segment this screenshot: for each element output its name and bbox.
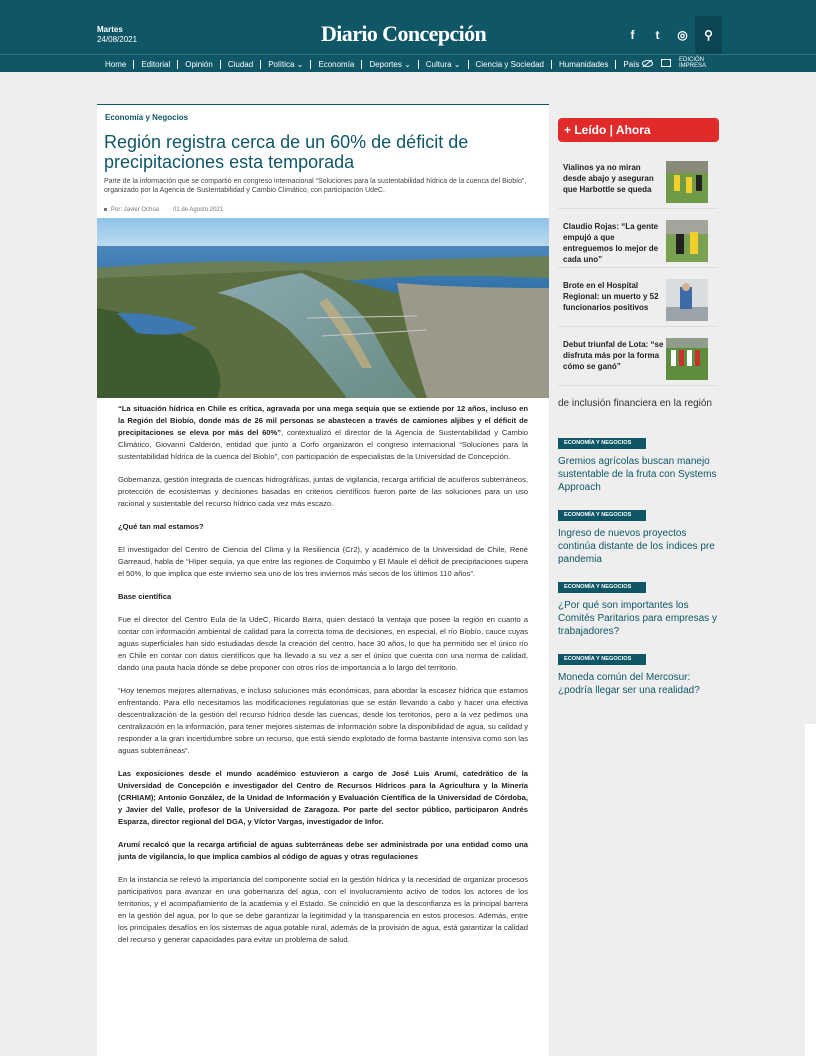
popular-list [558, 150, 718, 386]
news-headline[interactable]: Ingreso de nuevos proyectos continúa distante de los índices pre pandemia [558, 528, 715, 565]
article-paragraph-8: En la instancia se relevó la importancia del componente social en la gestión hídrica y la necesidad de organizar procesos participativos para avanzar en una gobernanza del agua, con el involucramiento activo de todos los actores de los territorios, y el acompañamiento de la academia y el Estado. Se coincidió en que la desconfianza es la principal barrera en la gestión del agua, por lo que se debe garantizar la legitimidad y la transparencia en estos procesos. Además, entre los principales desafíos en los sistemas de agua potable rural, además de la provisión de agua, está garantizar la calidad del recurso y generar capacidades para evitar un problema de salud. [118, 875, 528, 944]
nav-item-deportes[interactable]: Deportes ⌄ [362, 60, 418, 69]
main-nav [0, 54, 816, 72]
article-author: Por: Javier Ochoa [111, 207, 160, 213]
news-item[interactable] [558, 510, 728, 582]
popular-item[interactable] [558, 150, 718, 209]
social-icons [620, 16, 722, 54]
article-title: Región registra cerca de un 60% de déficit de precipitaciones esta temporada [104, 132, 469, 172]
article-quote-lead: “La situación hídrica en Chile es crítica, agravada por una mega sequía que se extiende por 12 años, incluso en la Región del Biobío, donde más de 26 mil personas se abastecen a través de camiones aljibes y el déficit de precipitaciones se eleva por más del 60%” [118, 404, 528, 437]
popular-item-title[interactable]: Vialinos ya no miran desde abajo y aseguran que Harbottle se queda [563, 163, 654, 194]
popular-thumbnail[interactable] [666, 338, 708, 380]
popular-item[interactable] [558, 327, 718, 386]
nav-item-ciencia[interactable]: Ciencia y Sociedad [469, 60, 552, 69]
nav-item-economia[interactable]: Economía [311, 60, 362, 69]
news-item[interactable] [558, 438, 728, 510]
search-icon[interactable]: ⚲ [695, 16, 722, 54]
leido-ahora-header: + Leído | Ahora [558, 118, 719, 142]
article-subtitle: Parte de la información que se compartió en congreso internacional “Soluciones para la sustentabilidad hídrica de la cuenca del Biobío”, organizado por la Agencia de Sustentabilidad y Cambio Climático, con participación UdeC. [104, 178, 527, 194]
popular-thumbnail[interactable] [666, 220, 708, 262]
news-item[interactable] [558, 654, 728, 726]
header-date-value: 24/08/2021 [97, 35, 138, 44]
twitter-icon[interactable]: t [655, 28, 660, 42]
nav-item-humanidades[interactable]: Humanidades [552, 60, 616, 69]
header-date [97, 25, 137, 45]
article-paragraph-5: “Hoy tenemos mejores alternativas, e incluso soluciones más económicas, para abordar la escasez hídrica que estamos enfrentando. Para ello necesitamos las modificaciones regulatorias que se están llevando a cabo y hacer una efectiva descentralización de la gestión del recurso hídrico desde las cuencas, desde los territorios, pero a la vez pedimos una centralización en la información, para tener mejores sistemas de información sobre la disponibilidad de agua, su calidad y responder a la gran incertidumbre sobre un recurso, que está siendo explotado de forma bastante intensiva como son las aguas subterráneas”. [118, 686, 528, 755]
nav-extra [642, 57, 705, 69]
popular-item-title[interactable]: Debut triunfal de Lota: “se disfruta más por la forma cómo se ganó” [563, 340, 664, 371]
article-paragraph-6-text: Las exposiciones desde el mundo académico estuvieron a cargo de José Luis Arumí, catedrático de la Universidad de Concepción e investigador del Centro de Recursos Hídricos para la Agricultura y la Minería (CRHIAM); Antonio González, de la Unidad de Información y Evaluación Científica de la Universidad de Córdoba, y Javier del Valle, profesor de la Universidad de Zaragoza. Por parte del sector público, participaron Andrés Esparza, director regional del DGA, y Víctor Vargas, investigador de Infor. [118, 769, 528, 826]
top-strip [0, 0, 816, 16]
aerial-river-image [97, 218, 549, 398]
popular-item-title[interactable]: Brote en el Hospital Regional: un muerto y 52 funcionarios positivos [563, 281, 659, 312]
news-tag[interactable]: ECONOMÍA Y NEGOCIOS [558, 582, 646, 593]
article-meta [104, 207, 223, 213]
nav-item-editorial[interactable]: Editorial [134, 60, 178, 69]
article-quote-rest: , contextualizó el director de la Agencia de Sustentabilidad y Cambio Climático, Giovanni Calderón, entidad que junto a Corfo organizaron el congreso internacional “Soluciones para la sustentabilidad hídrica de la cuenca del Biobío”, con participación de especialistas de la Universidad de Concepción. [118, 428, 528, 461]
news-headline[interactable]: ¿Por qué son importantes los Comités Paritarios para empresas y trabajadores? [558, 600, 717, 637]
popular-item-title[interactable]: Claudio Rojas: “La gente empujó a que entreguemos lo mejor de cada uno” [563, 222, 659, 264]
article-paragraph-2: Gobernanza, gestión integrada de cuencas hidrográficas, juntas de vigilancia, recarga artificial de acuíferos subterráneos, protección de ecosistemas y decisiones basadas en criterios científicos fueron parte de las soluciones para un uso racional y sustentable del recurso hídrico cada vez más escazo. [118, 475, 528, 508]
popular-item[interactable] [558, 209, 718, 268]
sidebar-truncated-headline[interactable]: de inclusión financiera en la región [558, 398, 712, 409]
header-day: Martes [97, 25, 123, 34]
news-tag[interactable]: ECONOMÍA Y NEGOCIOS [558, 654, 646, 665]
edicion-impresa-link[interactable]: EDICIÓN IMPRESA [679, 57, 707, 69]
nav-item-home[interactable]: Home [98, 60, 134, 69]
news-tag[interactable]: ECONOMÍA Y NEGOCIOS [558, 438, 646, 449]
article-date: 01 de Agosto 2021 [173, 207, 224, 213]
article-subheading-2: Base científica [118, 592, 172, 601]
article-body [118, 403, 528, 957]
page-edge [805, 724, 816, 1056]
news-headline[interactable]: Gremios agrícolas buscan manejo sustentable de la fruta con Systems Approach [558, 456, 717, 493]
news-tag[interactable]: ECONOMÍA Y NEGOCIOS [558, 510, 646, 521]
article-photo [97, 218, 549, 398]
article-paragraph-1 [118, 403, 528, 463]
site-header [0, 16, 816, 54]
nav-item-ciudad[interactable]: Ciudad [221, 60, 261, 69]
facebook-icon[interactable]: f [630, 28, 635, 42]
article-paragraph-4: Fue el director del Centro Eula de la UdeC, Ricardo Barra, quien destacó la ventaja que posee la región en cuanto a contar con información ambiental de calidad para la correcta toma de decisiones, en especial, el río Biobío, cauce cuyas aguas superficiales han sido estudiadas desde la creación del centro, hace 30 años, lo que ha permitido ser el único río en Chile en contar con datos científicos que ha llevado a su vez a ser el único que cuenta con una norma de calidad, dando una pauta hacia dónde se debe proponer con otros ríos de importancia a lo largo del territorio. [118, 615, 528, 672]
article-section[interactable]: Economía y Negocios [105, 113, 189, 122]
nav-item-pais[interactable]: País [623, 59, 640, 69]
nav-item-opinion[interactable]: Opinión [178, 60, 221, 69]
article-paragraph-6 [118, 768, 528, 828]
article-paragraph-3: El investigador del Centro de Ciencia del Clima y la Resiliencia (Cr2), y académico de la Universidad de Chile, René Garreaud, habla de “Híper sequía, ya que entre las regiones de Coquimbo y El Maule el déficit de precipitaciones supera el 50%, lo que implica que este invierno sea uno de los tres inviernos más secos de los últimos 110 años”. [118, 545, 528, 578]
article-author-wrap [104, 207, 159, 213]
news-headline[interactable]: Moneda común del Mercosur: ¿podría llegar ser una realidad? [558, 672, 700, 696]
nav-item-cultura[interactable]: Cultura ⌄ [419, 60, 469, 69]
newspaper-icon[interactable] [661, 59, 671, 67]
nav-item-politica[interactable]: Política ⌄ [261, 60, 311, 69]
economy-news-list [558, 438, 728, 726]
popular-item[interactable] [558, 268, 718, 327]
article-paragraph-7 [118, 839, 528, 863]
article-paragraph-7-text: Arumí recalcó que la recarga artificial de aguas subterráneas debe ser administrada por una entidad como una junta de vigilancia, lo que implica cambios al código de aguas y otras regulaciones [118, 840, 528, 861]
popular-thumbnail[interactable] [666, 279, 708, 321]
popular-thumbnail[interactable] [666, 161, 708, 203]
news-item[interactable] [558, 582, 728, 654]
article-subheading-1: ¿Qué tan mal estamos? [118, 522, 204, 531]
site-logo[interactable]: Diario Concepción [321, 21, 487, 46]
hide-eye-icon[interactable] [642, 59, 653, 68]
instagram-icon[interactable]: ◎ [677, 28, 688, 42]
